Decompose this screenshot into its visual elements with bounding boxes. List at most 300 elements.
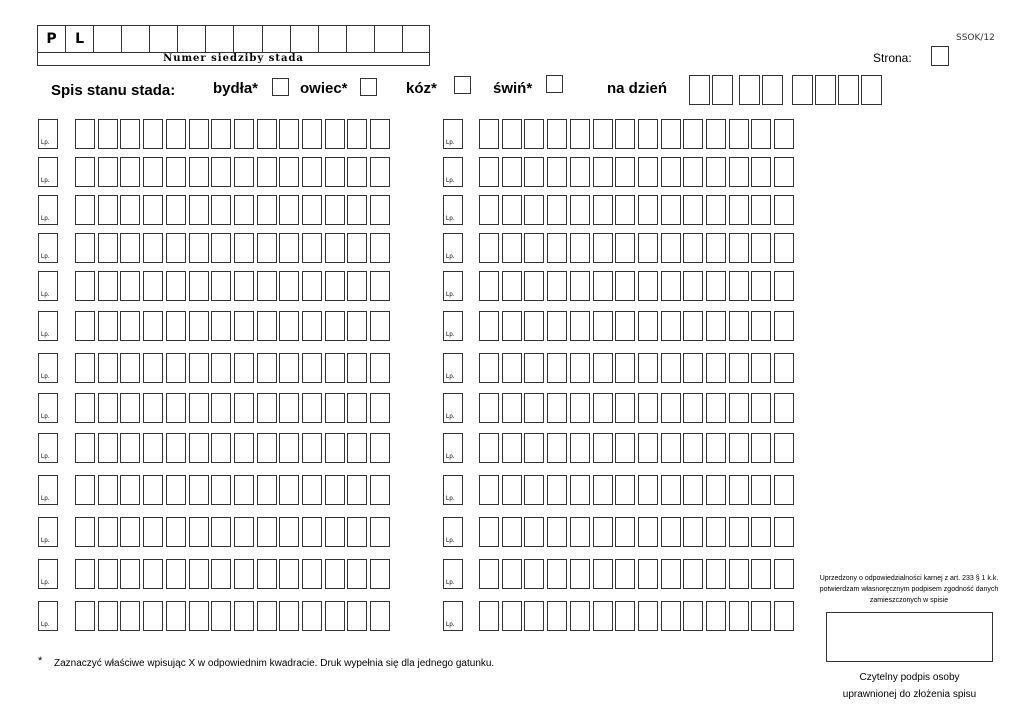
- ear-tag-digit-box[interactable]: [593, 433, 613, 463]
- ear-tag-digit-box[interactable]: [683, 233, 703, 263]
- herd-number-cell[interactable]: [347, 26, 375, 52]
- herd-number-cell[interactable]: [94, 26, 122, 52]
- row-number-box[interactable]: [38, 353, 58, 383]
- ear-tag-digit-box[interactable]: [189, 157, 209, 187]
- ear-tag-digit-box[interactable]: [211, 353, 231, 383]
- ear-tag-digit-box[interactable]: [502, 475, 522, 505]
- ear-tag-digit-box[interactable]: [120, 475, 140, 505]
- ear-tag-digit-box[interactable]: [347, 195, 367, 225]
- ear-tag-digit-box[interactable]: [751, 601, 771, 631]
- ear-tag-digit-box[interactable]: [615, 311, 635, 341]
- ear-tag-digit-box[interactable]: [661, 433, 681, 463]
- ear-tag-digit-box[interactable]: [166, 195, 186, 225]
- ear-tag-digit-box[interactable]: [570, 559, 590, 589]
- ear-tag-digit-box[interactable]: [325, 559, 345, 589]
- row-number-box[interactable]: [443, 271, 463, 301]
- ear-tag-digit-box[interactable]: [524, 157, 544, 187]
- ear-tag-digit-box[interactable]: [347, 601, 367, 631]
- date-digit-box[interactable]: [712, 75, 733, 105]
- ear-tag-digit-box[interactable]: [524, 517, 544, 547]
- ear-tag-digit-box[interactable]: [370, 433, 390, 463]
- ear-tag-digit-box[interactable]: [774, 433, 794, 463]
- ear-tag-digit-box[interactable]: [615, 233, 635, 263]
- ear-tag-digit-box[interactable]: [120, 433, 140, 463]
- ear-tag-digit-box[interactable]: [593, 119, 613, 149]
- ear-tag-digit-box[interactable]: [257, 311, 277, 341]
- ear-tag-digit-box[interactable]: [302, 433, 322, 463]
- ear-tag-digit-box[interactable]: [347, 233, 367, 263]
- ear-tag-digit-box[interactable]: [257, 195, 277, 225]
- ear-tag-digit-box[interactable]: [347, 311, 367, 341]
- ear-tag-digit-box[interactable]: [593, 157, 613, 187]
- ear-tag-digit-box[interactable]: [98, 433, 118, 463]
- ear-tag-digit-box[interactable]: [661, 559, 681, 589]
- ear-tag-digit-box[interactable]: [166, 233, 186, 263]
- ear-tag-digit-box[interactable]: [593, 393, 613, 423]
- ear-tag-digit-box[interactable]: [524, 601, 544, 631]
- ear-tag-digit-box[interactable]: [706, 157, 726, 187]
- ear-tag-digit-box[interactable]: [570, 233, 590, 263]
- ear-tag-digit-box[interactable]: [479, 475, 499, 505]
- ear-tag-digit-box[interactable]: [325, 233, 345, 263]
- ear-tag-digit-box[interactable]: [638, 433, 658, 463]
- date-digit-box[interactable]: [861, 75, 882, 105]
- ear-tag-digit-box[interactable]: [347, 353, 367, 383]
- ear-tag-digit-box[interactable]: [479, 433, 499, 463]
- ear-tag-digit-box[interactable]: [257, 601, 277, 631]
- ear-tag-digit-box[interactable]: [524, 271, 544, 301]
- ear-tag-digit-box[interactable]: [325, 119, 345, 149]
- ear-tag-digit-box[interactable]: [729, 393, 749, 423]
- ear-tag-digit-box[interactable]: [479, 271, 499, 301]
- ear-tag-digit-box[interactable]: [729, 517, 749, 547]
- ear-tag-digit-box[interactable]: [347, 271, 367, 301]
- ear-tag-digit-box[interactable]: [120, 311, 140, 341]
- herd-number-cell[interactable]: [263, 26, 291, 52]
- row-number-box[interactable]: [443, 559, 463, 589]
- ear-tag-digit-box[interactable]: [166, 433, 186, 463]
- ear-tag-digit-box[interactable]: [638, 119, 658, 149]
- ear-tag-digit-box[interactable]: [325, 195, 345, 225]
- ear-tag-digit-box[interactable]: [189, 601, 209, 631]
- ear-tag-digit-box[interactable]: [279, 517, 299, 547]
- ear-tag-digit-box[interactable]: [257, 393, 277, 423]
- ear-tag-digit-box[interactable]: [166, 393, 186, 423]
- row-number-box[interactable]: [443, 157, 463, 187]
- ear-tag-digit-box[interactable]: [302, 559, 322, 589]
- ear-tag-digit-box[interactable]: [234, 311, 254, 341]
- ear-tag-digit-box[interactable]: [683, 601, 703, 631]
- signature-box[interactable]: [826, 612, 993, 662]
- ear-tag-digit-box[interactable]: [257, 233, 277, 263]
- ear-tag-digit-box[interactable]: [774, 559, 794, 589]
- ear-tag-digit-box[interactable]: [638, 475, 658, 505]
- species-checkbox-goats[interactable]: [454, 76, 471, 94]
- ear-tag-digit-box[interactable]: [547, 311, 567, 341]
- ear-tag-digit-box[interactable]: [234, 157, 254, 187]
- ear-tag-digit-box[interactable]: [279, 601, 299, 631]
- ear-tag-digit-box[interactable]: [479, 119, 499, 149]
- ear-tag-digit-box[interactable]: [325, 393, 345, 423]
- ear-tag-digit-box[interactable]: [211, 157, 231, 187]
- row-number-box[interactable]: [443, 311, 463, 341]
- ear-tag-digit-box[interactable]: [751, 233, 771, 263]
- row-number-box[interactable]: [443, 393, 463, 423]
- ear-tag-digit-box[interactable]: [547, 233, 567, 263]
- ear-tag-digit-box[interactable]: [98, 475, 118, 505]
- ear-tag-digit-box[interactable]: [524, 393, 544, 423]
- ear-tag-digit-box[interactable]: [706, 119, 726, 149]
- ear-tag-digit-box[interactable]: [302, 475, 322, 505]
- ear-tag-digit-box[interactable]: [370, 233, 390, 263]
- ear-tag-digit-box[interactable]: [661, 601, 681, 631]
- ear-tag-digit-box[interactable]: [143, 271, 163, 301]
- ear-tag-digit-box[interactable]: [706, 393, 726, 423]
- ear-tag-digit-box[interactable]: [234, 433, 254, 463]
- ear-tag-digit-box[interactable]: [234, 233, 254, 263]
- ear-tag-digit-box[interactable]: [751, 353, 771, 383]
- ear-tag-digit-box[interactable]: [302, 195, 322, 225]
- ear-tag-digit-box[interactable]: [234, 195, 254, 225]
- ear-tag-digit-box[interactable]: [166, 353, 186, 383]
- ear-tag-digit-box[interactable]: [593, 233, 613, 263]
- ear-tag-digit-box[interactable]: [570, 433, 590, 463]
- ear-tag-digit-box[interactable]: [593, 353, 613, 383]
- ear-tag-digit-box[interactable]: [479, 157, 499, 187]
- species-checkbox-sheep[interactable]: [360, 78, 377, 96]
- ear-tag-digit-box[interactable]: [751, 119, 771, 149]
- ear-tag-digit-box[interactable]: [257, 119, 277, 149]
- row-number-box[interactable]: [443, 433, 463, 463]
- ear-tag-digit-box[interactable]: [524, 233, 544, 263]
- ear-tag-digit-box[interactable]: [479, 517, 499, 547]
- ear-tag-digit-box[interactable]: [234, 353, 254, 383]
- ear-tag-digit-box[interactable]: [751, 559, 771, 589]
- ear-tag-digit-box[interactable]: [638, 311, 658, 341]
- ear-tag-digit-box[interactable]: [502, 601, 522, 631]
- ear-tag-digit-box[interactable]: [120, 271, 140, 301]
- ear-tag-digit-box[interactable]: [98, 233, 118, 263]
- ear-tag-digit-box[interactable]: [257, 517, 277, 547]
- ear-tag-digit-box[interactable]: [120, 601, 140, 631]
- ear-tag-digit-box[interactable]: [98, 311, 118, 341]
- ear-tag-digit-box[interactable]: [98, 119, 118, 149]
- ear-tag-digit-box[interactable]: [593, 475, 613, 505]
- ear-tag-digit-box[interactable]: [661, 475, 681, 505]
- ear-tag-digit-box[interactable]: [143, 119, 163, 149]
- ear-tag-digit-box[interactable]: [370, 119, 390, 149]
- ear-tag-digit-box[interactable]: [143, 475, 163, 505]
- ear-tag-digit-box[interactable]: [347, 119, 367, 149]
- ear-tag-digit-box[interactable]: [143, 233, 163, 263]
- ear-tag-digit-box[interactable]: [524, 353, 544, 383]
- ear-tag-digit-box[interactable]: [502, 195, 522, 225]
- ear-tag-digit-box[interactable]: [729, 559, 749, 589]
- ear-tag-digit-box[interactable]: [98, 195, 118, 225]
- ear-tag-digit-box[interactable]: [706, 475, 726, 505]
- ear-tag-digit-box[interactable]: [325, 517, 345, 547]
- ear-tag-digit-box[interactable]: [279, 271, 299, 301]
- ear-tag-digit-box[interactable]: [615, 195, 635, 225]
- ear-tag-digit-box[interactable]: [683, 271, 703, 301]
- row-number-box[interactable]: [38, 601, 58, 631]
- row-number-box[interactable]: [38, 433, 58, 463]
- ear-tag-digit-box[interactable]: [751, 393, 771, 423]
- ear-tag-digit-box[interactable]: [189, 311, 209, 341]
- ear-tag-digit-box[interactable]: [683, 195, 703, 225]
- ear-tag-digit-box[interactable]: [706, 517, 726, 547]
- row-number-box[interactable]: [38, 233, 58, 263]
- ear-tag-digit-box[interactable]: [370, 601, 390, 631]
- ear-tag-digit-box[interactable]: [347, 517, 367, 547]
- ear-tag-digit-box[interactable]: [661, 233, 681, 263]
- ear-tag-digit-box[interactable]: [143, 157, 163, 187]
- ear-tag-digit-box[interactable]: [325, 271, 345, 301]
- ear-tag-digit-box[interactable]: [143, 559, 163, 589]
- ear-tag-digit-box[interactable]: [347, 157, 367, 187]
- ear-tag-digit-box[interactable]: [547, 393, 567, 423]
- ear-tag-digit-box[interactable]: [279, 433, 299, 463]
- ear-tag-digit-box[interactable]: [524, 559, 544, 589]
- ear-tag-digit-box[interactable]: [98, 601, 118, 631]
- ear-tag-digit-box[interactable]: [774, 353, 794, 383]
- ear-tag-digit-box[interactable]: [638, 353, 658, 383]
- ear-tag-digit-box[interactable]: [502, 393, 522, 423]
- ear-tag-digit-box[interactable]: [593, 271, 613, 301]
- ear-tag-digit-box[interactable]: [211, 601, 231, 631]
- ear-tag-digit-box[interactable]: [279, 157, 299, 187]
- ear-tag-digit-box[interactable]: [774, 119, 794, 149]
- ear-tag-digit-box[interactable]: [524, 311, 544, 341]
- ear-tag-digit-box[interactable]: [502, 271, 522, 301]
- ear-tag-digit-box[interactable]: [166, 157, 186, 187]
- ear-tag-digit-box[interactable]: [98, 157, 118, 187]
- row-number-box[interactable]: [38, 195, 58, 225]
- ear-tag-digit-box[interactable]: [166, 517, 186, 547]
- ear-tag-digit-box[interactable]: [547, 353, 567, 383]
- ear-tag-digit-box[interactable]: [75, 433, 95, 463]
- ear-tag-digit-box[interactable]: [502, 311, 522, 341]
- ear-tag-digit-box[interactable]: [279, 119, 299, 149]
- ear-tag-digit-box[interactable]: [189, 517, 209, 547]
- row-number-box[interactable]: [38, 393, 58, 423]
- date-digit-box[interactable]: [815, 75, 836, 105]
- ear-tag-digit-box[interactable]: [774, 311, 794, 341]
- ear-tag-digit-box[interactable]: [211, 311, 231, 341]
- ear-tag-digit-box[interactable]: [729, 433, 749, 463]
- ear-tag-digit-box[interactable]: [189, 393, 209, 423]
- row-number-box[interactable]: [38, 311, 58, 341]
- ear-tag-digit-box[interactable]: [570, 195, 590, 225]
- page-number-box[interactable]: [931, 46, 949, 66]
- ear-tag-digit-box[interactable]: [189, 271, 209, 301]
- ear-tag-digit-box[interactable]: [257, 559, 277, 589]
- ear-tag-digit-box[interactable]: [706, 271, 726, 301]
- ear-tag-digit-box[interactable]: [729, 353, 749, 383]
- ear-tag-digit-box[interactable]: [524, 195, 544, 225]
- ear-tag-digit-box[interactable]: [279, 393, 299, 423]
- ear-tag-digit-box[interactable]: [479, 233, 499, 263]
- ear-tag-digit-box[interactable]: [751, 517, 771, 547]
- ear-tag-digit-box[interactable]: [683, 353, 703, 383]
- ear-tag-digit-box[interactable]: [479, 311, 499, 341]
- ear-tag-digit-box[interactable]: [683, 433, 703, 463]
- ear-tag-digit-box[interactable]: [570, 157, 590, 187]
- ear-tag-digit-box[interactable]: [370, 393, 390, 423]
- ear-tag-digit-box[interactable]: [302, 517, 322, 547]
- ear-tag-digit-box[interactable]: [325, 475, 345, 505]
- ear-tag-digit-box[interactable]: [729, 157, 749, 187]
- ear-tag-digit-box[interactable]: [683, 311, 703, 341]
- ear-tag-digit-box[interactable]: [234, 559, 254, 589]
- ear-tag-digit-box[interactable]: [570, 353, 590, 383]
- ear-tag-digit-box[interactable]: [75, 195, 95, 225]
- ear-tag-digit-box[interactable]: [479, 195, 499, 225]
- ear-tag-digit-box[interactable]: [593, 601, 613, 631]
- ear-tag-digit-box[interactable]: [615, 601, 635, 631]
- ear-tag-digit-box[interactable]: [706, 601, 726, 631]
- ear-tag-digit-box[interactable]: [502, 233, 522, 263]
- row-number-box[interactable]: [443, 233, 463, 263]
- ear-tag-digit-box[interactable]: [593, 195, 613, 225]
- row-number-box[interactable]: [443, 475, 463, 505]
- ear-tag-digit-box[interactable]: [547, 119, 567, 149]
- ear-tag-digit-box[interactable]: [302, 271, 322, 301]
- ear-tag-digit-box[interactable]: [729, 233, 749, 263]
- ear-tag-digit-box[interactable]: [774, 393, 794, 423]
- ear-tag-digit-box[interactable]: [211, 559, 231, 589]
- herd-number-cell[interactable]: [122, 26, 150, 52]
- ear-tag-digit-box[interactable]: [570, 393, 590, 423]
- herd-number-cell[interactable]: [150, 26, 178, 52]
- ear-tag-digit-box[interactable]: [279, 475, 299, 505]
- ear-tag-digit-box[interactable]: [751, 475, 771, 505]
- ear-tag-digit-box[interactable]: [615, 119, 635, 149]
- ear-tag-digit-box[interactable]: [166, 311, 186, 341]
- ear-tag-digit-box[interactable]: [615, 517, 635, 547]
- species-checkbox-cattle[interactable]: [272, 78, 289, 96]
- ear-tag-digit-box[interactable]: [683, 157, 703, 187]
- ear-tag-digit-box[interactable]: [257, 433, 277, 463]
- ear-tag-digit-box[interactable]: [279, 233, 299, 263]
- ear-tag-digit-box[interactable]: [751, 433, 771, 463]
- row-number-box[interactable]: [38, 157, 58, 187]
- ear-tag-digit-box[interactable]: [479, 393, 499, 423]
- ear-tag-digit-box[interactable]: [120, 559, 140, 589]
- ear-tag-digit-box[interactable]: [706, 353, 726, 383]
- ear-tag-digit-box[interactable]: [75, 119, 95, 149]
- ear-tag-digit-box[interactable]: [325, 157, 345, 187]
- ear-tag-digit-box[interactable]: [615, 475, 635, 505]
- ear-tag-digit-box[interactable]: [547, 157, 567, 187]
- ear-tag-digit-box[interactable]: [257, 157, 277, 187]
- ear-tag-digit-box[interactable]: [593, 311, 613, 341]
- ear-tag-digit-box[interactable]: [661, 271, 681, 301]
- ear-tag-digit-box[interactable]: [593, 559, 613, 589]
- ear-tag-digit-box[interactable]: [302, 353, 322, 383]
- ear-tag-digit-box[interactable]: [302, 601, 322, 631]
- ear-tag-digit-box[interactable]: [189, 233, 209, 263]
- ear-tag-digit-box[interactable]: [683, 517, 703, 547]
- herd-number-cell[interactable]: [178, 26, 206, 52]
- ear-tag-digit-box[interactable]: [774, 195, 794, 225]
- ear-tag-digit-box[interactable]: [325, 353, 345, 383]
- ear-tag-digit-box[interactable]: [570, 119, 590, 149]
- ear-tag-digit-box[interactable]: [75, 311, 95, 341]
- ear-tag-digit-box[interactable]: [211, 233, 231, 263]
- ear-tag-digit-box[interactable]: [211, 195, 231, 225]
- herd-number-cell[interactable]: [291, 26, 319, 52]
- ear-tag-digit-box[interactable]: [524, 475, 544, 505]
- row-number-box[interactable]: [38, 119, 58, 149]
- ear-tag-digit-box[interactable]: [615, 433, 635, 463]
- ear-tag-digit-box[interactable]: [189, 559, 209, 589]
- ear-tag-digit-box[interactable]: [615, 559, 635, 589]
- ear-tag-digit-box[interactable]: [370, 517, 390, 547]
- ear-tag-digit-box[interactable]: [325, 311, 345, 341]
- ear-tag-digit-box[interactable]: [706, 559, 726, 589]
- ear-tag-digit-box[interactable]: [325, 433, 345, 463]
- ear-tag-digit-box[interactable]: [234, 393, 254, 423]
- ear-tag-digit-box[interactable]: [75, 559, 95, 589]
- ear-tag-digit-box[interactable]: [302, 393, 322, 423]
- ear-tag-digit-box[interactable]: [706, 433, 726, 463]
- ear-tag-digit-box[interactable]: [347, 393, 367, 423]
- ear-tag-digit-box[interactable]: [661, 157, 681, 187]
- ear-tag-digit-box[interactable]: [706, 311, 726, 341]
- ear-tag-digit-box[interactable]: [189, 195, 209, 225]
- ear-tag-digit-box[interactable]: [661, 311, 681, 341]
- ear-tag-digit-box[interactable]: [774, 157, 794, 187]
- herd-number-cell[interactable]: [403, 26, 431, 52]
- ear-tag-digit-box[interactable]: [370, 353, 390, 383]
- ear-tag-digit-box[interactable]: [166, 601, 186, 631]
- row-number-box[interactable]: [38, 475, 58, 505]
- ear-tag-digit-box[interactable]: [143, 353, 163, 383]
- ear-tag-digit-box[interactable]: [302, 157, 322, 187]
- ear-tag-digit-box[interactable]: [98, 559, 118, 589]
- ear-tag-digit-box[interactable]: [143, 433, 163, 463]
- ear-tag-digit-box[interactable]: [570, 517, 590, 547]
- ear-tag-digit-box[interactable]: [751, 195, 771, 225]
- ear-tag-digit-box[interactable]: [547, 271, 567, 301]
- ear-tag-digit-box[interactable]: [729, 311, 749, 341]
- ear-tag-digit-box[interactable]: [547, 559, 567, 589]
- ear-tag-digit-box[interactable]: [347, 559, 367, 589]
- ear-tag-digit-box[interactable]: [615, 393, 635, 423]
- ear-tag-digit-box[interactable]: [370, 311, 390, 341]
- ear-tag-digit-box[interactable]: [120, 157, 140, 187]
- ear-tag-digit-box[interactable]: [211, 393, 231, 423]
- ear-tag-digit-box[interactable]: [502, 119, 522, 149]
- ear-tag-digit-box[interactable]: [143, 517, 163, 547]
- row-number-box[interactable]: [443, 353, 463, 383]
- ear-tag-digit-box[interactable]: [211, 119, 231, 149]
- ear-tag-digit-box[interactable]: [211, 433, 231, 463]
- ear-tag-digit-box[interactable]: [370, 475, 390, 505]
- date-digit-box[interactable]: [792, 75, 813, 105]
- ear-tag-digit-box[interactable]: [570, 311, 590, 341]
- ear-tag-digit-box[interactable]: [120, 517, 140, 547]
- ear-tag-digit-box[interactable]: [98, 393, 118, 423]
- ear-tag-digit-box[interactable]: [774, 233, 794, 263]
- ear-tag-digit-box[interactable]: [638, 195, 658, 225]
- ear-tag-digit-box[interactable]: [143, 195, 163, 225]
- ear-tag-digit-box[interactable]: [75, 601, 95, 631]
- ear-tag-digit-box[interactable]: [638, 157, 658, 187]
- ear-tag-digit-box[interactable]: [120, 195, 140, 225]
- ear-tag-digit-box[interactable]: [302, 119, 322, 149]
